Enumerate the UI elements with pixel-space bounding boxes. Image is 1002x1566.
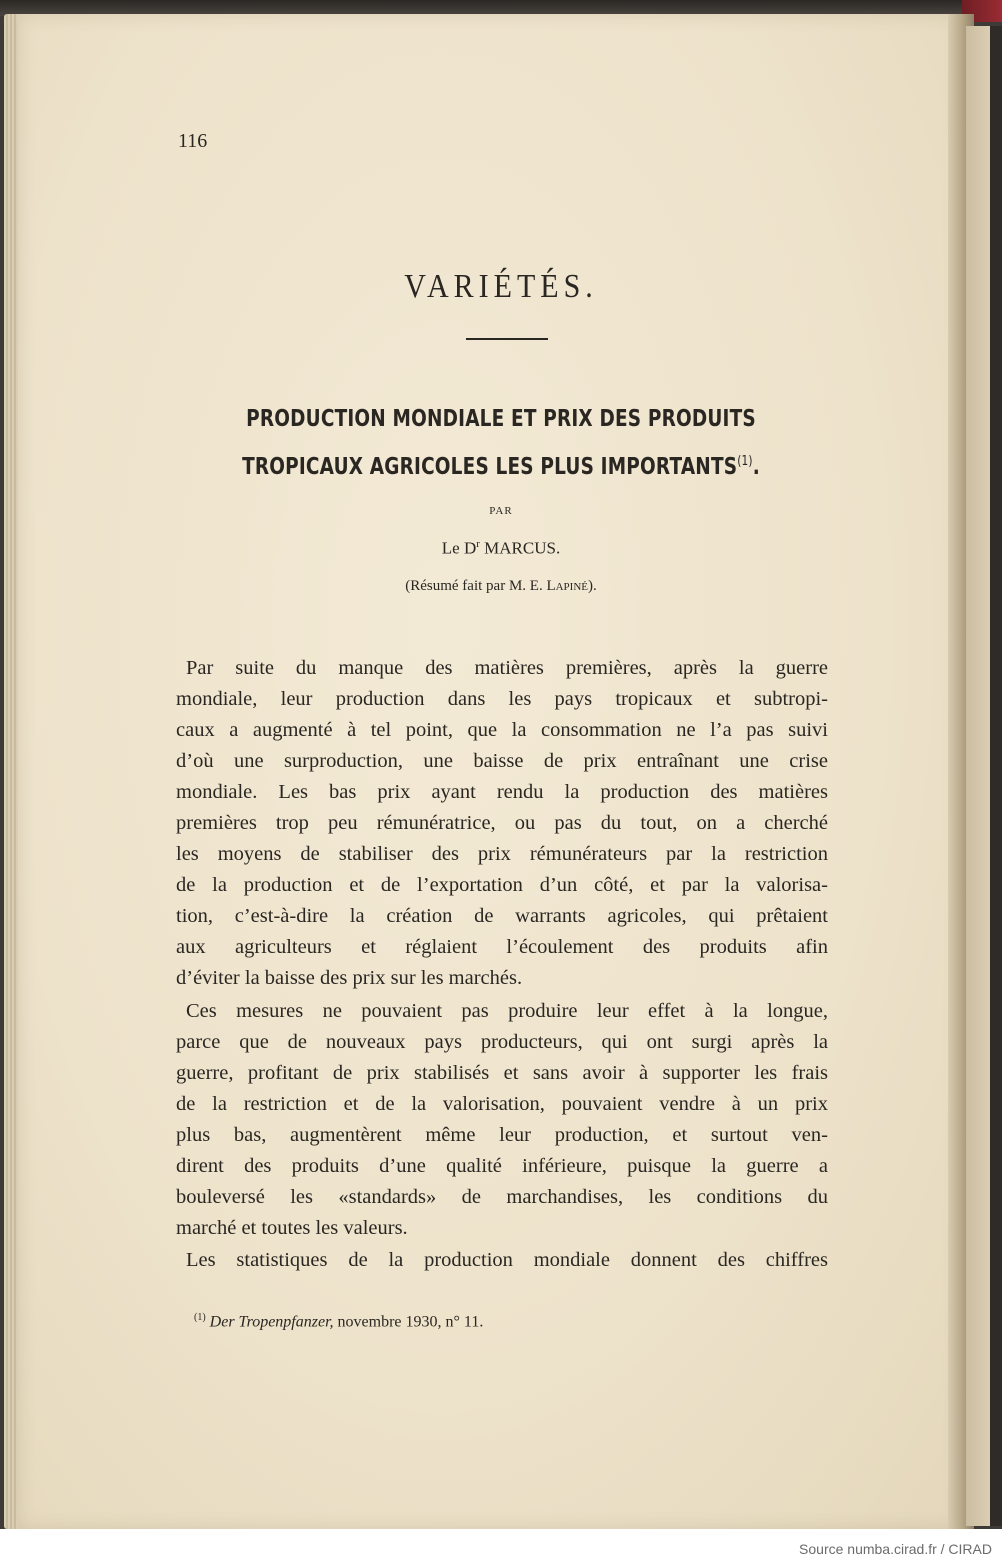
source-credit: Source numba.cirad.fr / CIRAD: [799, 1541, 992, 1557]
author-title-sup: r: [476, 538, 480, 550]
body-line: les moyens de stabiliser des prix rémunérateurs par la restriction: [176, 843, 828, 865]
resume-suffix: ).: [588, 578, 597, 594]
body-line: Les statistiques de la production mondiale donnent des chiffres: [186, 1249, 828, 1271]
body-line: guerre, profitant de prix stabilisés et sans avoir à supporter les frais: [176, 1062, 828, 1084]
body-line: Par suite du manque des matières premières, après la guerre: [186, 657, 828, 679]
resume-credit: [0, 578, 1002, 595]
author-name: MARCUS.: [479, 538, 561, 558]
body-line: de la production et de l’exportation d’un côté, et par la valorisa-: [176, 874, 828, 896]
body-line: tion, c’est-à-dire la création de warrants agricoles, qui prêtaient: [176, 905, 828, 927]
byline-par: PAR: [489, 505, 513, 517]
footnote-mark: (1): [194, 1312, 206, 1323]
body-line: Ces mesures ne pouvaient pas produire leur effet à la longue,: [186, 1000, 828, 1022]
body-line: bouleversé les «standards» de marchandises, les conditions du: [176, 1186, 828, 1208]
footnote: [194, 1312, 483, 1331]
body-line: parce que de nouveaux pays producteurs, qui ont surgi après la: [176, 1031, 828, 1053]
title-rule: [466, 338, 548, 340]
body-line: caux a augmenté à tel point, que la consommation ne l’a pas suivi: [176, 719, 828, 741]
section-title: VARIÉTÉS.: [404, 267, 598, 305]
footnote-source: Der Tropenpfanzer,: [209, 1313, 334, 1331]
author-prefix: Le D: [441, 538, 477, 558]
body-line: premières trop peu rémunératrice, ou pas du tout, on a cherché: [176, 812, 828, 834]
author: [0, 538, 1002, 559]
title-end: .: [752, 452, 760, 480]
title-footnote-mark: (1): [737, 452, 753, 469]
body-line: marché et toutes les valeurs.: [176, 1217, 408, 1239]
body-line: d’où une surproduction, une baisse de prix entraînant une crise: [176, 750, 828, 772]
resume-prefix: (Résumé fait par M. E.: [405, 578, 547, 594]
body-line: mondiale, leur production dans les pays tropicaux et subtropi-: [176, 688, 828, 710]
body-line: dirent des produits d’une qualité inférieure, puisque la guerre a: [176, 1155, 828, 1177]
article-title-line-1: PRODUCTION MONDIALE ET PRIX DES PRODUITS: [246, 404, 756, 432]
footnote-details: novembre 1930, n° 11.: [333, 1313, 484, 1331]
scan-right-edge: [990, 26, 1002, 1526]
body-line: aux agriculteurs et réglaient l’écoulement des produits afin: [176, 936, 828, 958]
body-line: de la restriction et de la valorisation, pouvaient vendre à un prix: [176, 1093, 828, 1115]
body-line: mondiale. Les bas prix ayant rendu la production des matières: [176, 781, 828, 803]
body-line: d’éviter la baisse des prix sur les marchés.: [176, 967, 523, 989]
page-number: 116: [178, 130, 208, 152]
article-title-line-2-text: TROPICAUX AGRICOLES LES PLUS IMPORTANTS: [242, 452, 738, 480]
article-title-line-2: [60, 453, 942, 480]
resume-name: Lapiné: [546, 578, 589, 594]
body-line: plus bas, augmentèrent même leur production, et surtout ven-: [176, 1124, 828, 1146]
